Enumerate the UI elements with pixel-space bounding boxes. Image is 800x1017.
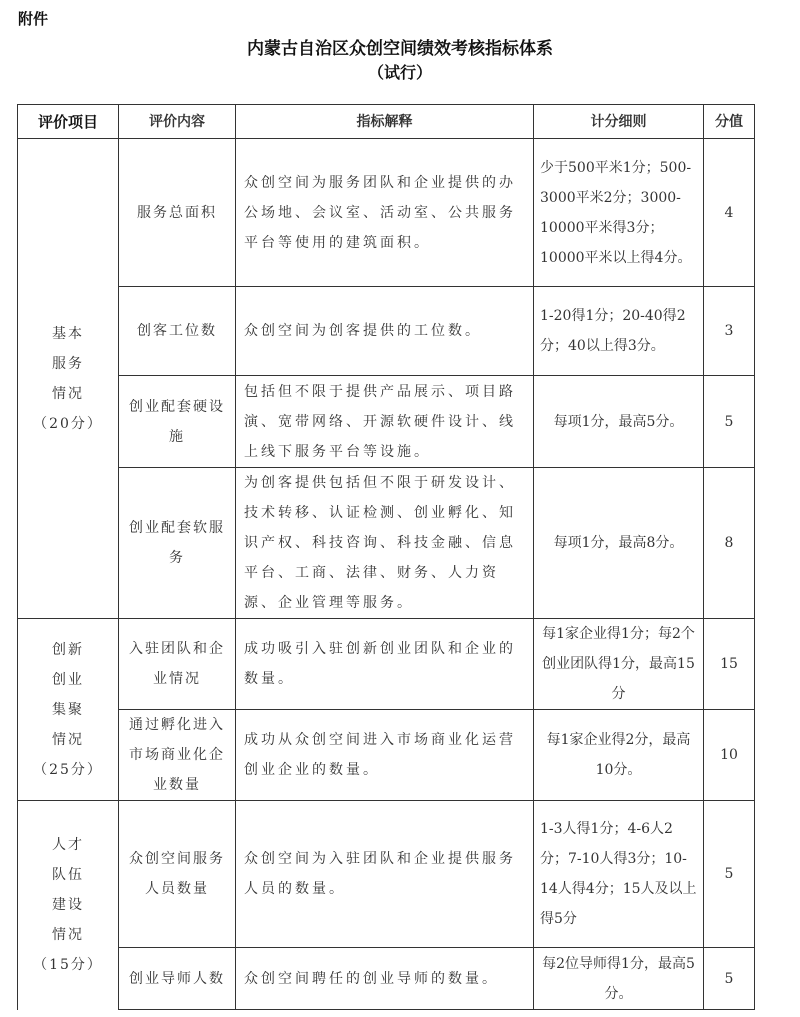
content-cell: 创业配套软服务 (119, 468, 236, 619)
column-header-explanation: 指标解释 (236, 105, 534, 139)
score-cell: 10 (704, 710, 755, 801)
content-cell: 众创空间服务人员数量 (119, 801, 236, 948)
document-subtitle: （试行） (367, 63, 432, 82)
rule-cell: 每项1分，最高5分。 (534, 376, 704, 468)
column-header-content: 评价内容 (119, 105, 236, 139)
explanation-cell: 众创空间为入驻团队和企业提供服务人员的数量。 (236, 801, 534, 948)
table-row (18, 287, 755, 376)
table-row (18, 710, 755, 801)
document-title: 内蒙古自治区众创空间绩效考核指标体系 (247, 39, 553, 59)
score-cell: 3 (704, 287, 755, 376)
score-cell: 5 (704, 948, 755, 1010)
table-row (18, 948, 755, 1010)
table-row (18, 376, 755, 468)
rule-cell: 少于500平米1分；500-3000平米2分；3000-10000平米得3分；10000平米以上得4分。 (534, 139, 704, 287)
category-label: 基本 服务 情况 （20分） (33, 325, 103, 432)
explanation-cell: 成功从众创空间进入市场商业化运营创业企业的数量。 (236, 710, 534, 801)
explanation-cell: 包括但不限于提供产品展示、项目路演、宽带网络、开源软硬件设计、线上线下服务平台等设施。 (236, 376, 534, 468)
rule-cell: 每2位导师得1分，最高5分。 (534, 948, 704, 1010)
content-cell: 通过孵化进入市场商业化企业数量 (119, 710, 236, 801)
category-label: 创新 创业 集聚 情况 （25分） (33, 641, 103, 778)
explanation-cell: 众创空间为服务团队和企业提供的办公场地、会议室、活动室、公共服务平台等使用的建筑面积。 (236, 139, 534, 287)
table-row (18, 468, 755, 619)
score-cell: 5 (704, 801, 755, 948)
explanation-cell: 为创客提供包括但不限于研发设计、技术转移、认证检测、创业孵化、知识产权、科技咨询、科技金融、信息平台、工商、法律、财务、人力资源、企业管理等服务。 (236, 468, 534, 619)
score-cell: 4 (704, 139, 755, 287)
content-cell: 入驻团队和企业情况 (119, 619, 236, 710)
column-header-score: 分值 (704, 105, 755, 139)
score-cell: 5 (704, 376, 755, 468)
rule-cell: 1-3人得1分；4-6人2分；7-10人得3分；10-14人得4分；15人及以上得5分 (534, 801, 704, 948)
content-cell: 服务总面积 (119, 139, 236, 287)
table-row (18, 139, 755, 287)
attachment-label: 附件 (18, 10, 49, 28)
category-cell (18, 619, 119, 801)
rule-cell: 每1家企业得2分，最高10分。 (534, 710, 704, 801)
table-row (18, 801, 755, 948)
rule-cell: 每1家企业得1分；每2个创业团队得1分，最高15分 (534, 619, 704, 710)
content-cell: 创业配套硬设施 (119, 376, 236, 468)
content-cell: 创业导师人数 (119, 948, 236, 1010)
score-cell: 8 (704, 468, 755, 619)
rule-cell: 1-20得1分；20-40得2分；40以上得3分。 (534, 287, 704, 376)
explanation-cell: 成功吸引入驻创新创业团队和企业的数量。 (236, 619, 534, 710)
explanation-cell: 众创空间聘任的创业导师的数量。 (236, 948, 534, 1010)
table-header-row (18, 105, 755, 139)
rule-cell: 每项1分，最高8分。 (534, 468, 704, 619)
column-header-category: 评价项目 (18, 105, 119, 139)
column-header-rule: 计分细则 (534, 105, 704, 139)
score-cell: 15 (704, 619, 755, 710)
category-cell (18, 801, 119, 1010)
content-cell: 创客工位数 (119, 287, 236, 376)
category-cell (18, 139, 119, 619)
indicator-table (17, 104, 755, 1010)
category-label: 人才 队伍 建设 情况 （15分） (33, 837, 103, 974)
explanation-cell: 众创空间为创客提供的工位数。 (236, 287, 534, 376)
table-row (18, 619, 755, 710)
